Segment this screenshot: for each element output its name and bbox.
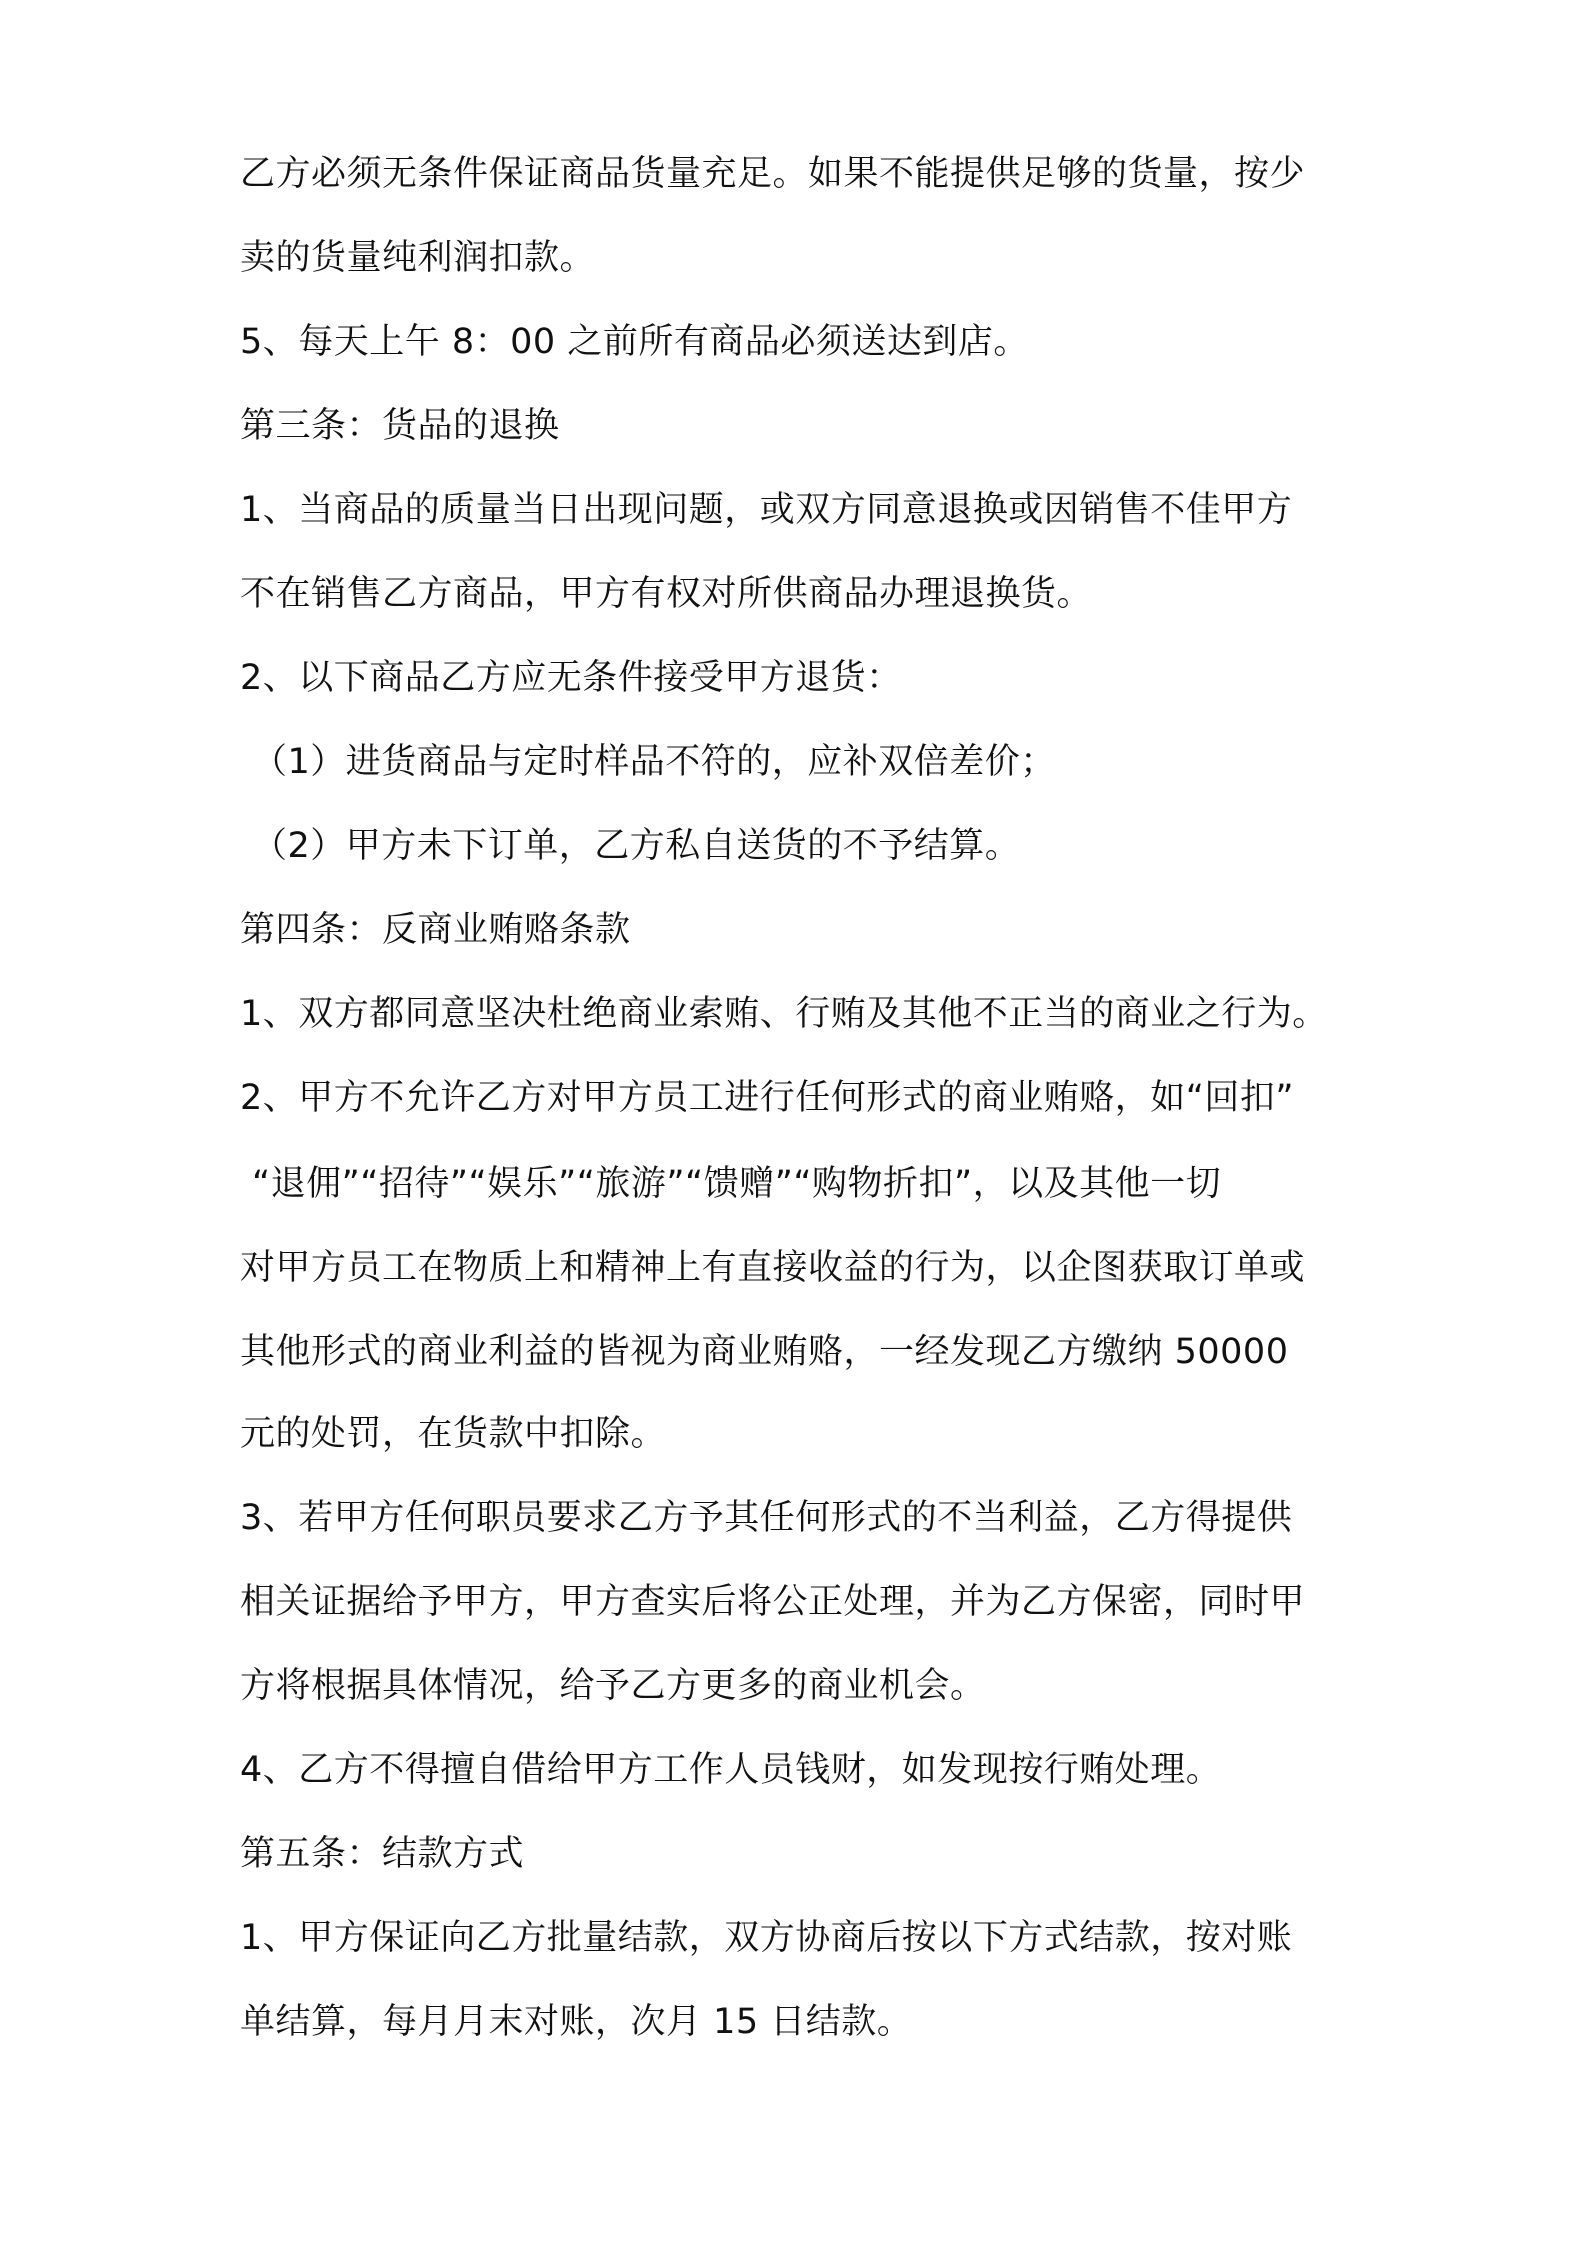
section-heading: 第三条：货品的退换 <box>240 406 560 446</box>
text-line: （2）甲方未下订单，乙方私自送货的不予结算。 <box>252 826 1021 866</box>
text-line: 1、双方都同意坚决杜绝商业索贿、行贿及其他不正当的商业之行为。 <box>240 994 1328 1034</box>
text-line: 卖的货量纯利润扣款。 <box>240 238 596 278</box>
text-line: 1、当商品的质量当日出现问题，或双方同意退换或因销售不佳甲方 <box>240 490 1293 530</box>
text-line: 2、以下商品乙方应无条件接受甲方退货： <box>240 658 902 698</box>
text-line: 对甲方员工在物质上和精神上有直接收益的行为，以企图获取订单或 <box>240 1248 1306 1288</box>
text-line: 不在销售乙方商品，甲方有权对所供商品办理退换货。 <box>240 574 1093 614</box>
text-line: 1、甲方保证向乙方批量结款，双方协商后按以下方式结款，按对账 <box>240 1918 1293 1958</box>
text-line: 乙方必须无条件保证商品货量充足。如果不能提供足够的货量，按少 <box>240 154 1306 194</box>
text-line: 4、乙方不得擅自借给甲方工作人员钱财，如发现按行贿处理。 <box>240 1750 1222 1790</box>
text-line: 3、若甲方任何职员要求乙方予其任何形式的不当利益，乙方得提供 <box>240 1498 1293 1538</box>
text-line: “退佣”“招待”“娱乐”“旅游”“馈赠”“购物折扣”，以及其他一切 <box>252 1164 1222 1204</box>
text-line: 2、甲方不允许乙方对甲方员工进行任何形式的商业贿赂，如“回扣” <box>240 1078 1295 1118</box>
text-line: 相关证据给予甲方，甲方查实后将公正处理，并为乙方保密，同时甲 <box>240 1582 1306 1622</box>
text-line: （1）进货商品与定时样品不符的，应补双倍差价； <box>252 742 1056 782</box>
section-heading: 第五条：结款方式 <box>240 1834 525 1874</box>
text-line: 5、每天上午 8：00 之前所有商品必须送达到店。 <box>240 322 1029 362</box>
text-line: 方将根据具体情况，给予乙方更多的商业机会。 <box>240 1666 986 1706</box>
text-line: 元的处罚，在货款中扣除。 <box>240 1414 667 1454</box>
text-line: 其他形式的商业利益的皆视为商业贿赂，一经发现乙方缴纳 50000 <box>240 1332 1289 1372</box>
text-line: 单结算，每月月末对账，次月 15 日结款。 <box>240 2002 913 2042</box>
section-heading: 第四条：反商业贿赂条款 <box>240 910 631 950</box>
